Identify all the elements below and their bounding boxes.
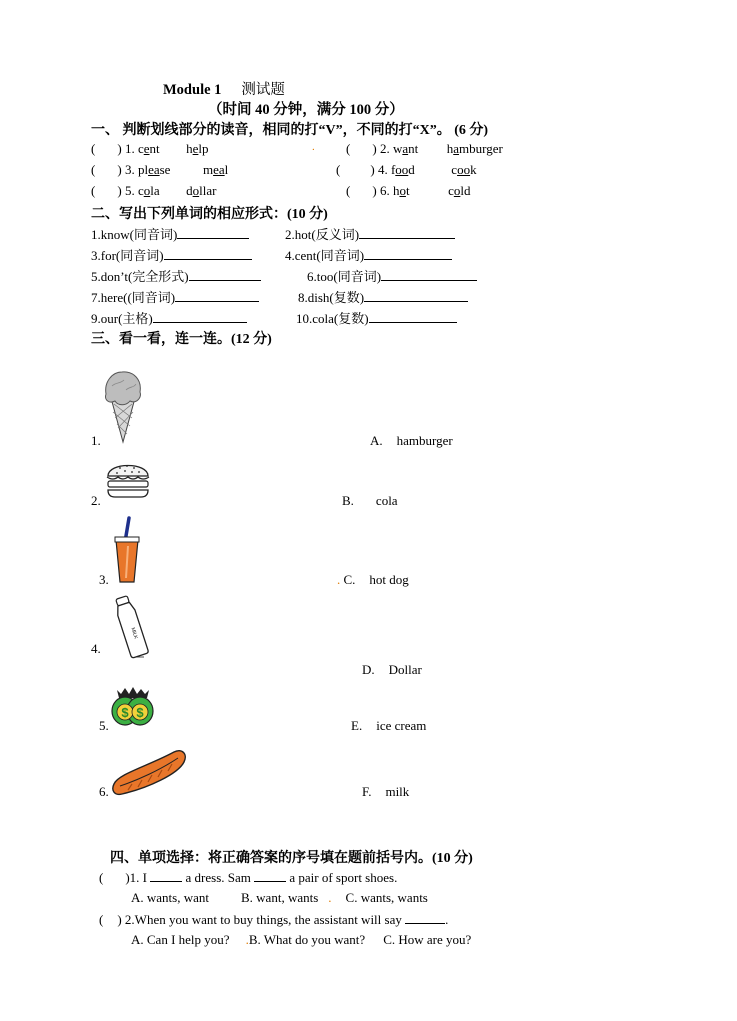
match-left-2: 2.: [91, 493, 101, 508]
item-5: ( ) 5. cola dollar: [91, 183, 217, 198]
hamburger-icon: [105, 456, 151, 500]
question-2-options: A. Can I help you? .B. What do you want? C. How are you?: [131, 932, 472, 947]
section3-heading: 三、看一看，连一连。(12 分): [91, 332, 272, 347]
answer-blank[interactable]: [359, 226, 455, 239]
match-right-d: D. Dollar: [362, 662, 422, 677]
svg-text:$: $: [121, 705, 129, 720]
match-right-c: . C. hot dog: [337, 572, 409, 587]
match-right-f: F. milk: [362, 784, 410, 799]
fill-item-9: 9.our(主格): [91, 308, 247, 327]
item-3: ( ) 3. please meal: [91, 162, 229, 177]
match-left-4: 4.: [91, 641, 101, 656]
answer-blank[interactable]: [364, 247, 452, 260]
answer-blank[interactable]: [175, 289, 259, 302]
dollar-money-bag-icon: [109, 684, 155, 728]
section1-heading: 一、 判断划线部分的读音，相同的打“V”，不同的打“X”。 (6 分): [91, 123, 489, 138]
test-label: 测试题: [241, 82, 285, 98]
cola-cup-icon: [112, 516, 142, 584]
section2-heading: 二、写出下列单词的相应形式：(10 分): [91, 207, 328, 222]
fill-item-4: 4.cent(同音词): [285, 245, 452, 264]
module-title: Module 1 测试题: [163, 82, 285, 98]
svg-text:$: $: [136, 705, 144, 720]
q1-option-c[interactable]: C. wants, wants: [345, 890, 428, 905]
match-right-b: B. cola: [342, 493, 398, 508]
answer-blank[interactable]: [150, 869, 182, 882]
svg-text:MILK: MILK: [129, 626, 139, 640]
milk-bottle-icon: [111, 594, 151, 660]
answer-blank[interactable]: [177, 226, 249, 239]
answer-blank[interactable]: [405, 911, 445, 924]
match-left-3: 3.: [99, 572, 109, 587]
answer-blank[interactable]: [381, 268, 477, 281]
q2-option-a[interactable]: A. Can I help you?: [131, 932, 230, 947]
fill-item-1: 1.know(同音词): [91, 224, 249, 243]
q1-option-b[interactable]: B. want, wants: [241, 890, 319, 905]
q2-option-c[interactable]: C. How are you?: [383, 932, 472, 947]
hot-dog-icon: [108, 744, 190, 798]
item-2: ( ) 2. want hamburger: [346, 141, 503, 156]
match-right-a: A. hamburger: [370, 433, 453, 448]
match-left-1: 1.: [91, 433, 101, 448]
subtitle: （时间 40 分钟，满分 100 分）: [208, 102, 404, 118]
match-left-5: 5.: [99, 718, 109, 733]
q1-option-a[interactable]: A. wants, want: [131, 890, 209, 905]
item-6: ( ) 6. hot cold: [346, 183, 471, 198]
item-4: ( ) 4. food cook: [336, 162, 477, 177]
section4-heading: 四、单项选择：将正确答案的序号填在题前括号内。(10 分): [110, 851, 473, 866]
q2-option-b[interactable]: B. What do you want?: [248, 932, 366, 947]
answer-blank[interactable]: [364, 289, 468, 302]
fill-item-2: 2.hot(反义词): [285, 224, 455, 243]
fill-item-5: 5.don’t(完全形式): [91, 266, 261, 285]
answer-blank[interactable]: [164, 247, 252, 260]
item-1: ( ) 1. cent help: [91, 141, 209, 156]
fill-item-7: 7.here((同音词): [91, 287, 259, 306]
answer-blank[interactable]: [153, 310, 247, 323]
fill-item-6: 6.too(同音词): [307, 266, 477, 285]
ice-cream-icon: [102, 368, 144, 444]
match-right-e: E. ice cream: [351, 718, 427, 733]
question-2: ( ) 2.When you want to buy things, the assistant will say .: [99, 912, 449, 927]
fill-item-8: 8.dish(复数): [298, 287, 468, 306]
answer-blank[interactable]: [254, 869, 286, 882]
answer-blank[interactable]: [369, 310, 457, 323]
stray-mark: .: [312, 141, 315, 153]
fill-item-10: 10.cola(复数): [296, 308, 457, 327]
question-1-options: A. wants, want B. want, wants . C. wants, wants: [131, 890, 428, 905]
question-1: ( )1. I a dress. Sam a pair of sport shoes.: [99, 870, 398, 885]
answer-blank[interactable]: [189, 268, 261, 281]
match-left-6: 6.: [99, 784, 109, 799]
fill-item-3: 3.for(同音词): [91, 245, 252, 264]
